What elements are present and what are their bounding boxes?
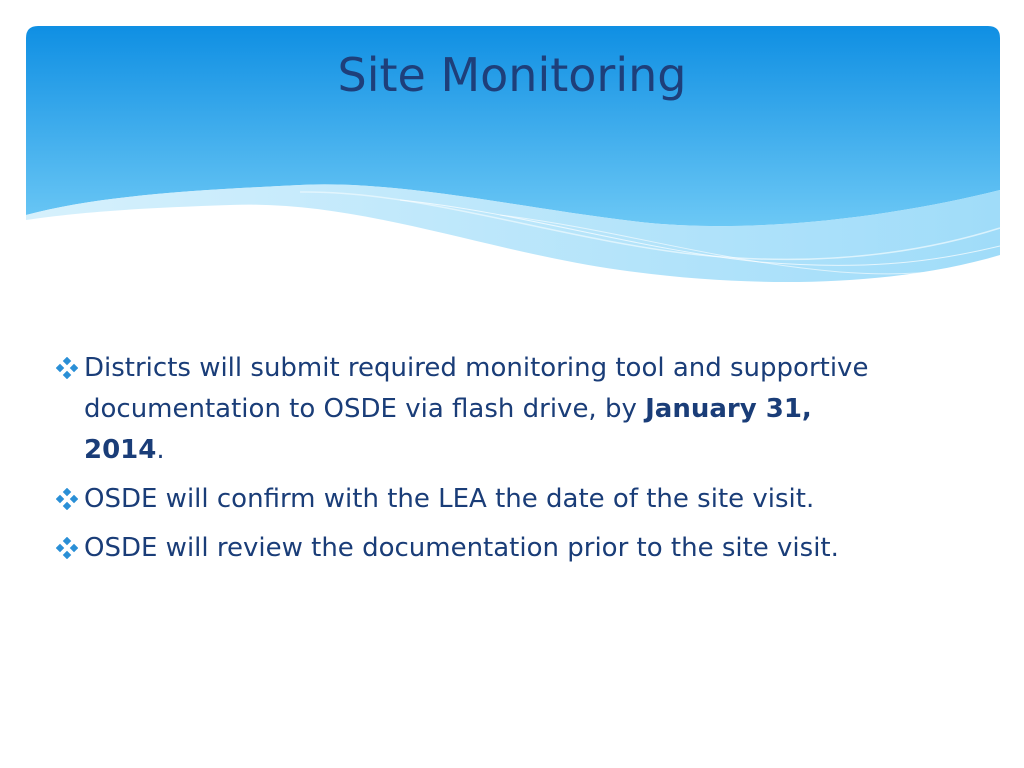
bullet-text: OSDE will review the documentation prior to the site visit. (84, 533, 839, 563)
bullet-text: Districts will submit required monitoring tool and supportive documentation to OSDE via flash drive, by (84, 353, 869, 424)
header-wave-background (0, 0, 1024, 300)
diamond-four-point-icon (56, 488, 78, 510)
bullet-date-emphasis: January 31, 2014 (84, 394, 812, 465)
diamond-four-point-icon (56, 537, 78, 559)
bullet-text: OSDE will confirm with the LEA the date of the site visit. (84, 484, 815, 514)
bullet-item (54, 528, 884, 569)
bullet-text-end: . (156, 435, 165, 465)
slide-title: Site Monitoring (337, 48, 687, 102)
bullet-item (54, 479, 884, 520)
bullet-list (54, 348, 884, 577)
diamond-four-point-icon (56, 357, 78, 379)
bullet-item (54, 348, 884, 471)
